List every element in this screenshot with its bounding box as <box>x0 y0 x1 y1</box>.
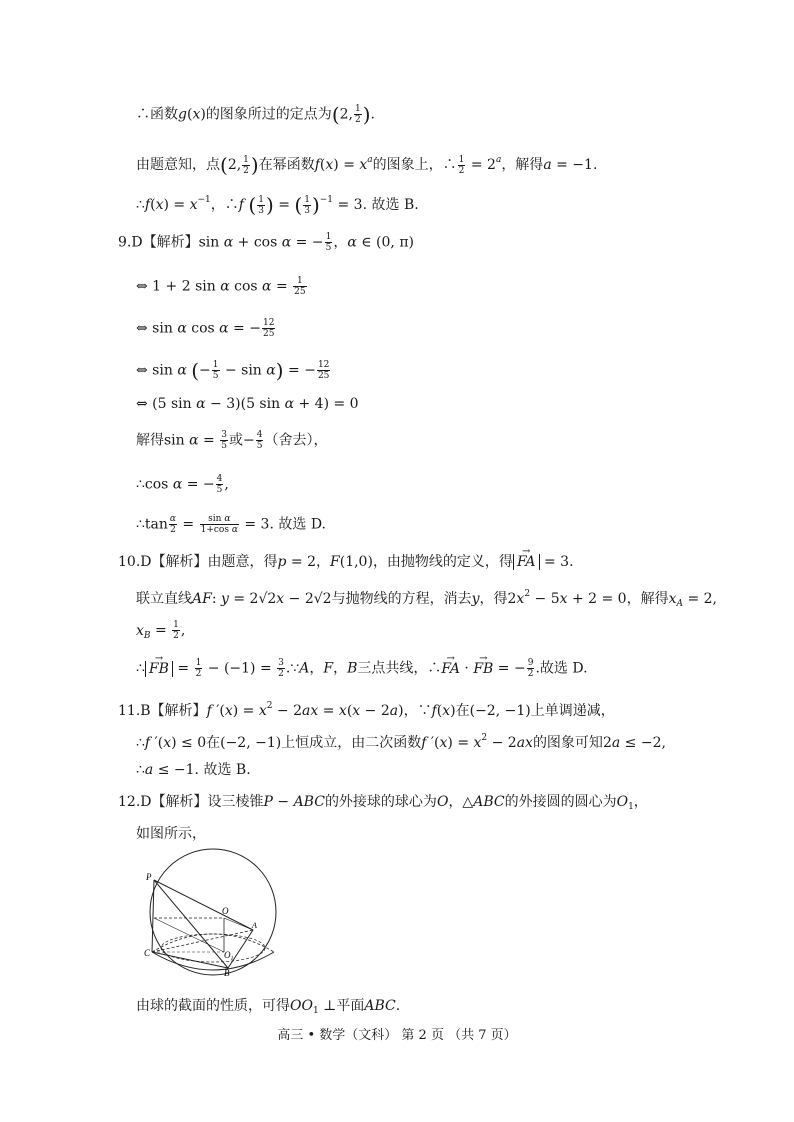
q12-header: 12.D【解析】设三棱锥P − ABC的外接球的球心为O，△ABC的外接圆的圆心为$O_1$， <box>118 794 648 812</box>
sphere-pyramid-figure <box>140 846 285 978</box>
q9-step-1: ⇔ 1 + 2 sin α cos α = $\frac{1}{25}$ <box>136 276 306 297</box>
label-P: P <box>146 872 152 882</box>
q12-line-3: 由球的截面的性质，可得$OO_1$ ⊥平面ABC. <box>136 998 401 1016</box>
label-O: O <box>222 906 229 916</box>
q10-line-3: $x_B$ = $\frac{1}{2}$ , <box>136 620 186 641</box>
label-A: A <box>252 921 257 930</box>
q11-line-2: ∴f ′(x) ≤ 0在(−2, −1)上恒成立，由二次函数f $'(x) = x^2 - 2ax$的图象可知2a ≤ −2, <box>136 733 666 751</box>
q11-header: 11.B【解析】f $'(x) = x^2 - 2ax = x(x - 2a)$，∵f(x)在(−2, −1)上单调递减， <box>118 701 615 719</box>
q10-line-2: 联立直线AF: y = 2√2x − 2√2与抛物线的方程，消去y，得$2x^2 - 5x + 2 = 0$，解得$x_A = 2$, <box>136 589 717 609</box>
label-B: B <box>224 968 230 978</box>
q11-line-3: ∴a ≤ −1. 故选 B. <box>136 762 251 778</box>
q9-header: 9.D【解析】sin α + cos α = − $\frac{1}{5}$ ，α ∈ (0, π) <box>118 232 414 253</box>
q9-step-4: ⇔ (5 sin α − 3)(5 sin α + 4) = 0 <box>136 396 359 412</box>
q9-step-5: 解得sin α = $\frac{3}{5}$ 或− $\frac{4}{5}$ （舍去）， <box>136 430 328 451</box>
line-1: ∴函数g(x)的图象所过的定点为(2, $\frac{1}{2}$ ). <box>136 102 375 127</box>
line-2: 由题意知，点(2, $\frac{1}{2}$ )在幂函数$f(x) = x^a$的图象上，∴ $\frac{1}{2}$ = $2^a$，解得a = −1. <box>136 153 598 177</box>
q9-step-3: ⇔ sin α (− $\frac{1}{5}$ − sin α) = − $\frac{12}{25}$ <box>136 358 330 383</box>
page-footer: 高三 • 数学（文科） 第 2 页 （共 7 页） <box>277 1028 517 1043</box>
q9-step-6: ∴cos α = − $\frac{4}{5}$ , <box>136 474 229 495</box>
label-O1: $O_1$ <box>224 950 234 962</box>
q10-header: 10.D【解析】由题意，得p = 2，F(1,0)，由抛物线的定义，得→ FA = 3. <box>118 552 574 572</box>
line-3: ∴f(x) = $x^{-1}$，∴f ( $\frac{1}{3}$ ) = ( $\frac{1}{3}$ )$^{-1}$ = 3. 故选 B. <box>136 193 419 217</box>
q10-line-4: ∴→ FB = $\frac{1}{2}$ − (−1) = $\frac{3}{2}$ .∵A，F，B三点共线，∴→ FA · → FB = − $\frac{9}{2}$ .故选 D. <box>136 658 588 679</box>
q9-step-2: ⇔ sin α cos α = − $\frac{12}{25}$ <box>136 318 275 339</box>
q12-line-2: 如图所示， <box>136 826 206 842</box>
q9-step-7: ∴tan $\frac{\alpha}{2}$ = $\frac{\text{sin α}}{\text{1+cos α}}$ = 3. 故选 D. <box>136 514 327 535</box>
label-C: C <box>144 948 151 958</box>
